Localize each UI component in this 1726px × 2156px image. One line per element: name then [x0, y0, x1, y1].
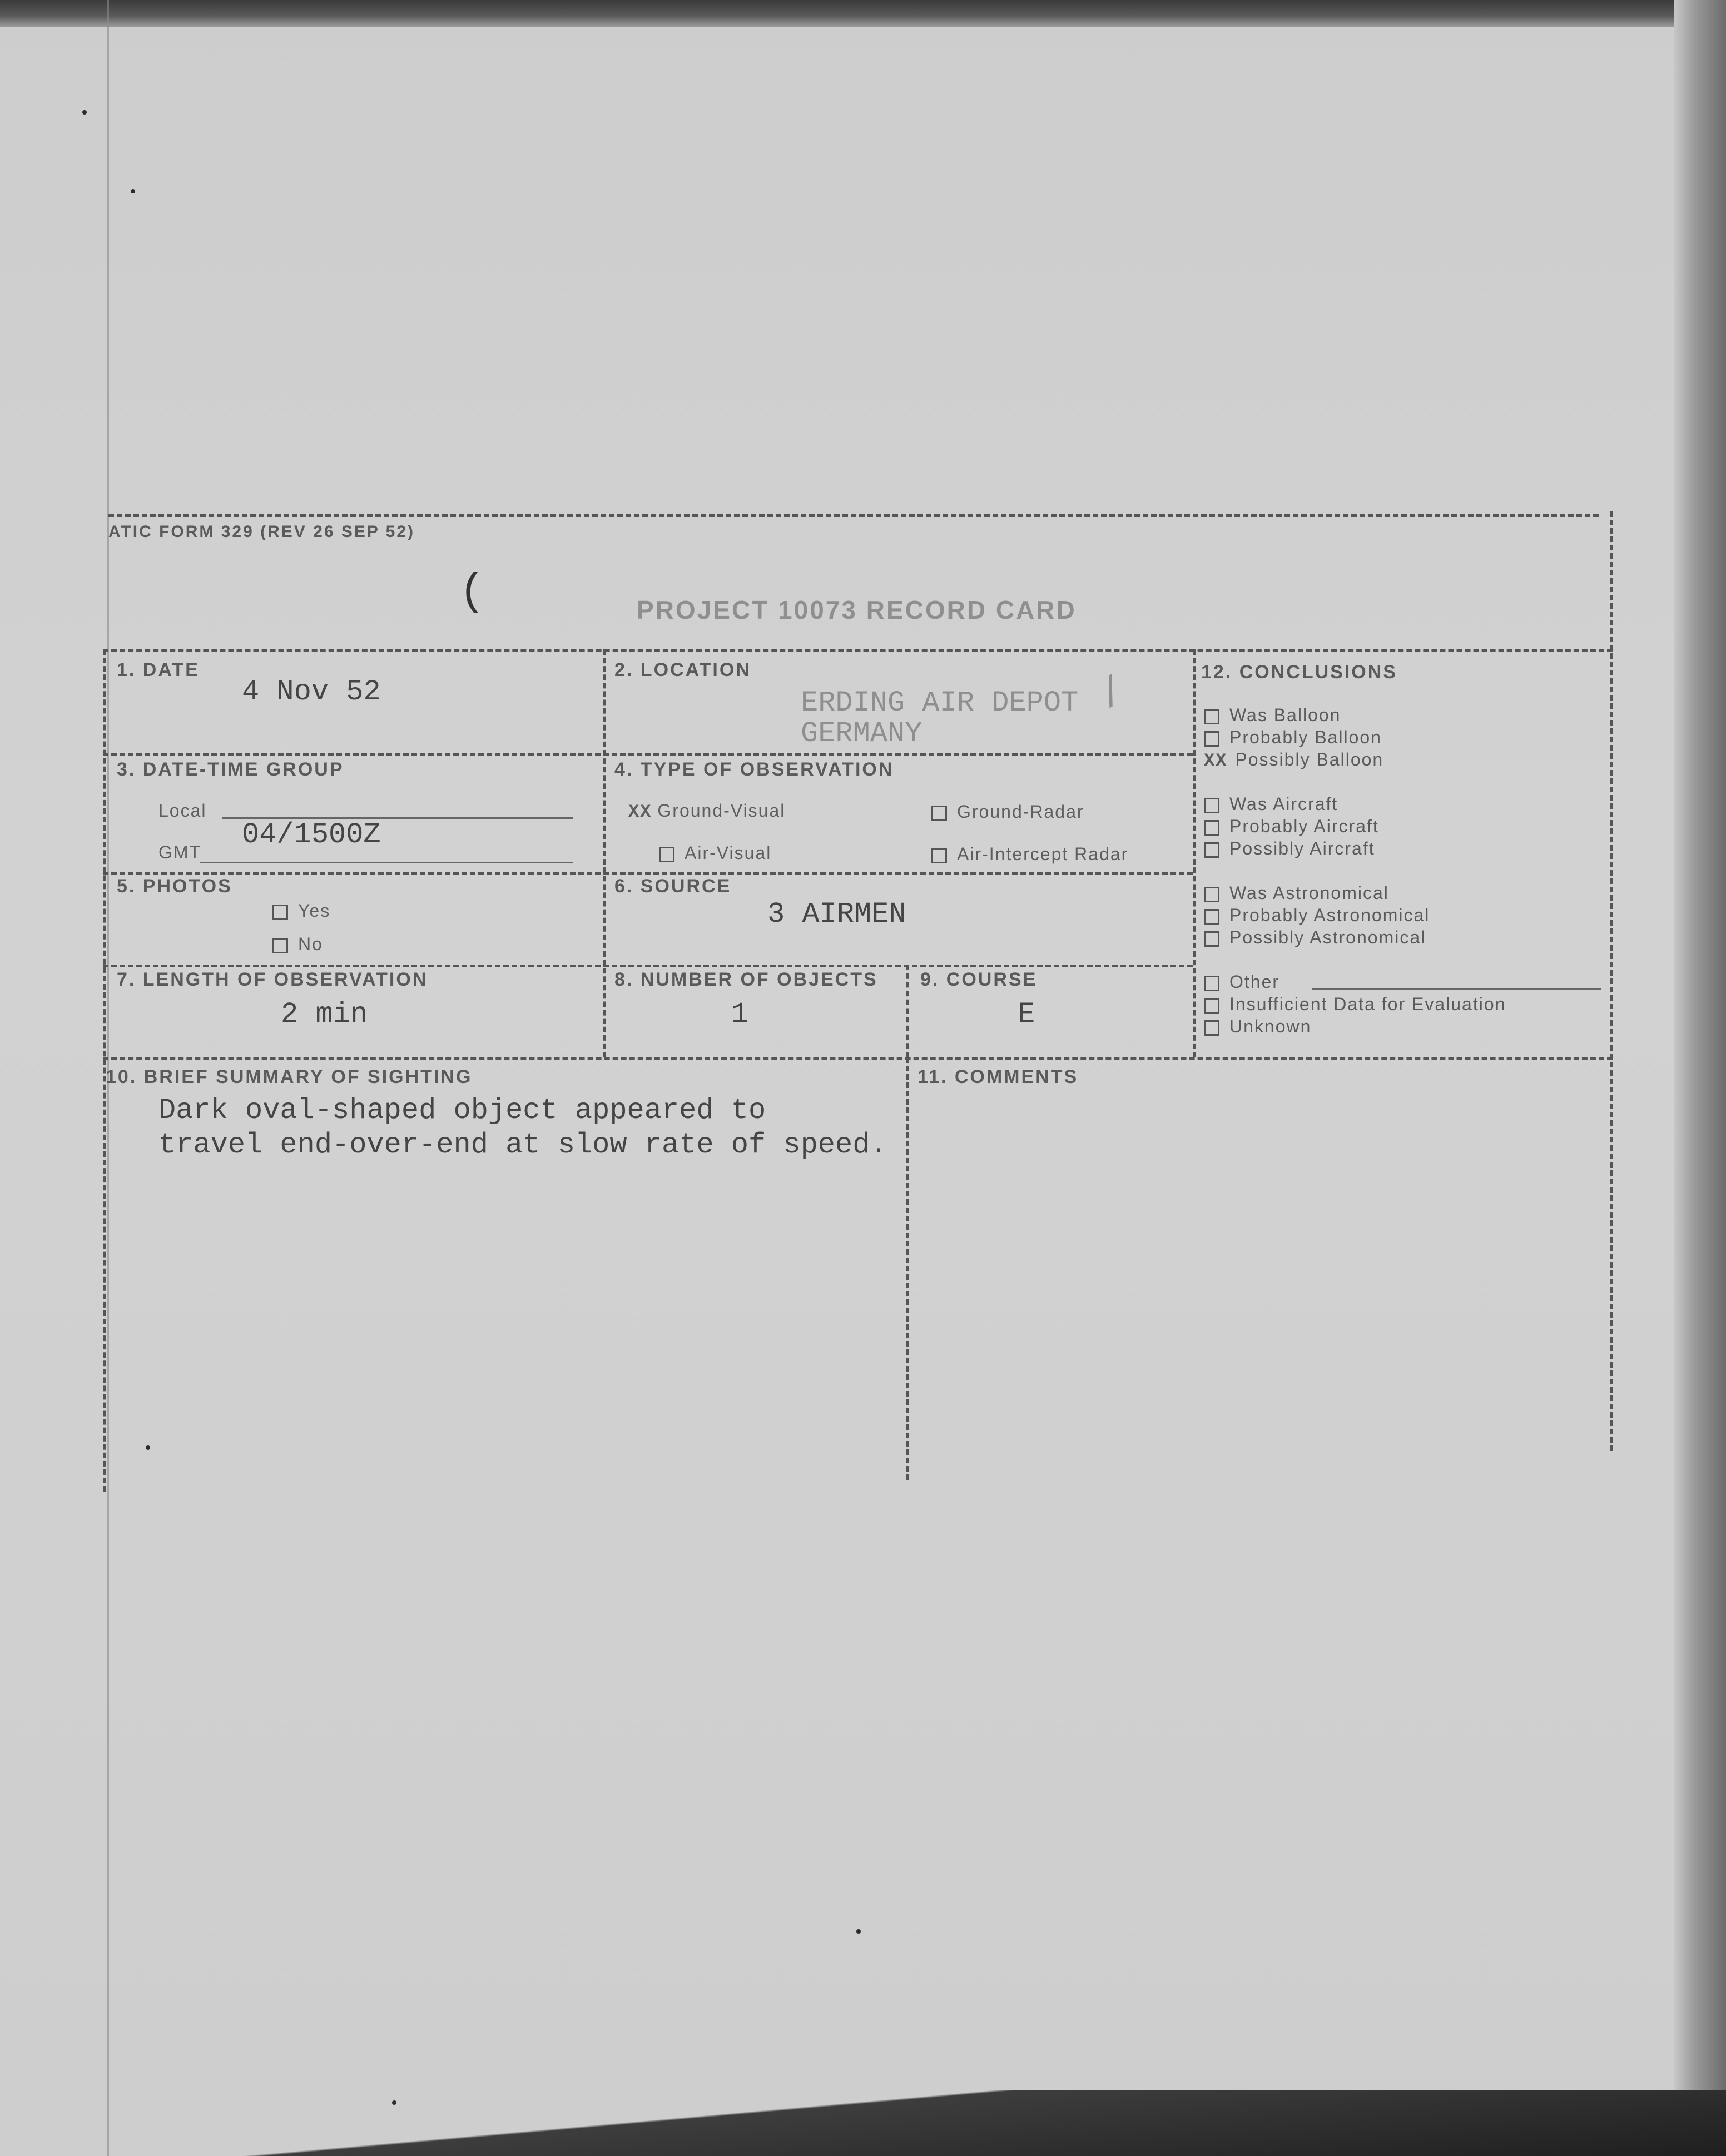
- grid-line-row5: [103, 1057, 1613, 1060]
- photos-no-label: No: [298, 934, 323, 954]
- gmt-label: GMT: [158, 842, 202, 862]
- date-value: 4 Nov 52: [242, 675, 381, 708]
- brief-summary-label: 10. BRIEF SUMMARY OF SIGHTING: [106, 1066, 473, 1087]
- source-value: 3 AIRMEN: [767, 898, 906, 931]
- film-right-edge: [1674, 0, 1726, 2156]
- form-top-border: [108, 514, 1599, 517]
- length-of-observation-value: 2 min: [281, 998, 368, 1031]
- conclusion-was-balloon[interactable]: Was Balloon: [1204, 705, 1341, 726]
- grid-line-row3: [103, 872, 1193, 875]
- conclusions-label: 12. CONCLUSIONS: [1201, 662, 1397, 683]
- local-label: Local: [158, 801, 207, 821]
- form-id: ATIC FORM 329 (REV 26 SEP 52): [108, 523, 415, 541]
- gmt-underline: [200, 862, 573, 863]
- possibly-balloon-check: XX: [1204, 751, 1228, 771]
- option-ground-radar[interactable]: [931, 802, 1084, 822]
- checkbox: [1204, 731, 1219, 747]
- option-ground-visual[interactable]: [628, 801, 785, 822]
- photos-yes-checkbox: [272, 905, 288, 920]
- pen-stroke: /: [1092, 669, 1134, 720]
- conclusion-possibly-astronomical[interactable]: Possibly Astronomical: [1204, 927, 1426, 948]
- brief-summary-line2: travel end-over-end at slow rate of speed.: [158, 1129, 887, 1161]
- source-label: 6. SOURCE: [614, 876, 732, 897]
- ground-radar-checkbox: [931, 806, 947, 821]
- air-visual-label: Air-Visual: [685, 843, 772, 863]
- film-speck: [131, 189, 135, 193]
- number-of-objects-value: 1: [731, 998, 749, 1031]
- number-of-objects-label: 8. NUMBER OF OBJECTS: [614, 969, 878, 990]
- photos-yes-label: Yes: [298, 901, 331, 921]
- ground-radar-label: Ground-Radar: [957, 802, 1084, 822]
- location-label: 2. LOCATION: [614, 659, 751, 680]
- photos-no-checkbox: [272, 938, 288, 953]
- grid-line-row4: [103, 965, 1193, 967]
- other-underline: [1312, 988, 1601, 990]
- checkbox: [1204, 976, 1219, 991]
- conclusion-was-aircraft[interactable]: Was Aircraft: [1204, 794, 1338, 814]
- brief-summary-line1: Dark oval-shaped object appeared to: [158, 1094, 766, 1127]
- checkbox: [1204, 1020, 1219, 1036]
- checkbox: [1204, 820, 1219, 836]
- paren-mark: (: [459, 567, 486, 618]
- checkbox: [1204, 998, 1219, 1014]
- checkbox: [1204, 709, 1219, 724]
- film-speck: [392, 2100, 396, 2105]
- conclusion-possibly-aircraft[interactable]: Possibly Aircraft: [1204, 838, 1375, 859]
- option-photos-yes[interactable]: [272, 901, 330, 921]
- conclusion-possibly-balloon[interactable]: XX Possibly Balloon: [1204, 749, 1384, 771]
- film-speck: [856, 1929, 861, 1934]
- conclusion-insufficient-data[interactable]: Insufficient Data for Evaluation: [1204, 994, 1506, 1015]
- ground-visual-check: XX: [628, 802, 652, 822]
- option-photos-no[interactable]: [272, 934, 323, 955]
- checkbox: [1204, 931, 1219, 947]
- gmt-value: 04/1500Z: [242, 818, 381, 851]
- conclusion-probably-balloon[interactable]: Probably Balloon: [1204, 727, 1382, 748]
- grid-line-top: [103, 649, 1613, 652]
- film-speck: [82, 110, 87, 115]
- film-top-edge: [0, 0, 1726, 27]
- option-air-intercept-radar[interactable]: [931, 844, 1128, 865]
- photos-label: 5. PHOTOS: [117, 876, 232, 897]
- grid-col-divider-course: [906, 965, 909, 1057]
- conclusion-probably-astronomical[interactable]: Probably Astronomical: [1204, 905, 1430, 926]
- conclusion-other[interactable]: Other: [1204, 972, 1279, 992]
- form-title: PROJECT 10073 RECORD CARD: [637, 595, 1077, 624]
- comments-label: 11. COMMENTS: [917, 1066, 1079, 1087]
- air-intercept-radar-label: Air-Intercept Radar: [957, 844, 1129, 864]
- location-value-line1: ERDING AIR DEPOT: [801, 687, 1079, 719]
- grid-col-divider-1: [603, 649, 606, 1057]
- course-value: E: [1018, 998, 1035, 1031]
- checkbox: [1204, 887, 1219, 902]
- conclusion-unknown[interactable]: Unknown: [1204, 1016, 1311, 1037]
- film-bottom-edge: [0, 2090, 1726, 2156]
- film-speck: [146, 1445, 150, 1450]
- grid-col-divider-comments: [906, 1057, 909, 1480]
- date-label: 1. DATE: [117, 659, 200, 680]
- checkbox: [1204, 842, 1219, 858]
- length-of-observation-label: 7. LENGTH OF OBSERVATION: [117, 969, 428, 990]
- conclusion-probably-aircraft[interactable]: Probably Aircraft: [1204, 816, 1379, 837]
- ground-visual-label: Ground-Visual: [657, 801, 786, 821]
- conclusion-was-astronomical[interactable]: Was Astronomical: [1204, 883, 1389, 903]
- checkbox: [1204, 798, 1219, 813]
- option-air-visual[interactable]: [659, 843, 771, 863]
- grid-line-row2: [103, 753, 1193, 756]
- type-of-observation-label: 4. TYPE OF OBSERVATION: [614, 759, 894, 780]
- air-intercept-radar-checkbox: [931, 848, 947, 863]
- checkbox: [1204, 909, 1219, 925]
- location-value-line2: GERMANY: [801, 717, 922, 750]
- grid-col-divider-conclusions: [1193, 649, 1196, 1057]
- grid-right-border: [1610, 511, 1613, 1451]
- course-label: 9. COURSE: [920, 969, 1038, 990]
- air-visual-checkbox: [659, 847, 674, 862]
- date-time-group-label: 3. DATE-TIME GROUP: [117, 759, 344, 780]
